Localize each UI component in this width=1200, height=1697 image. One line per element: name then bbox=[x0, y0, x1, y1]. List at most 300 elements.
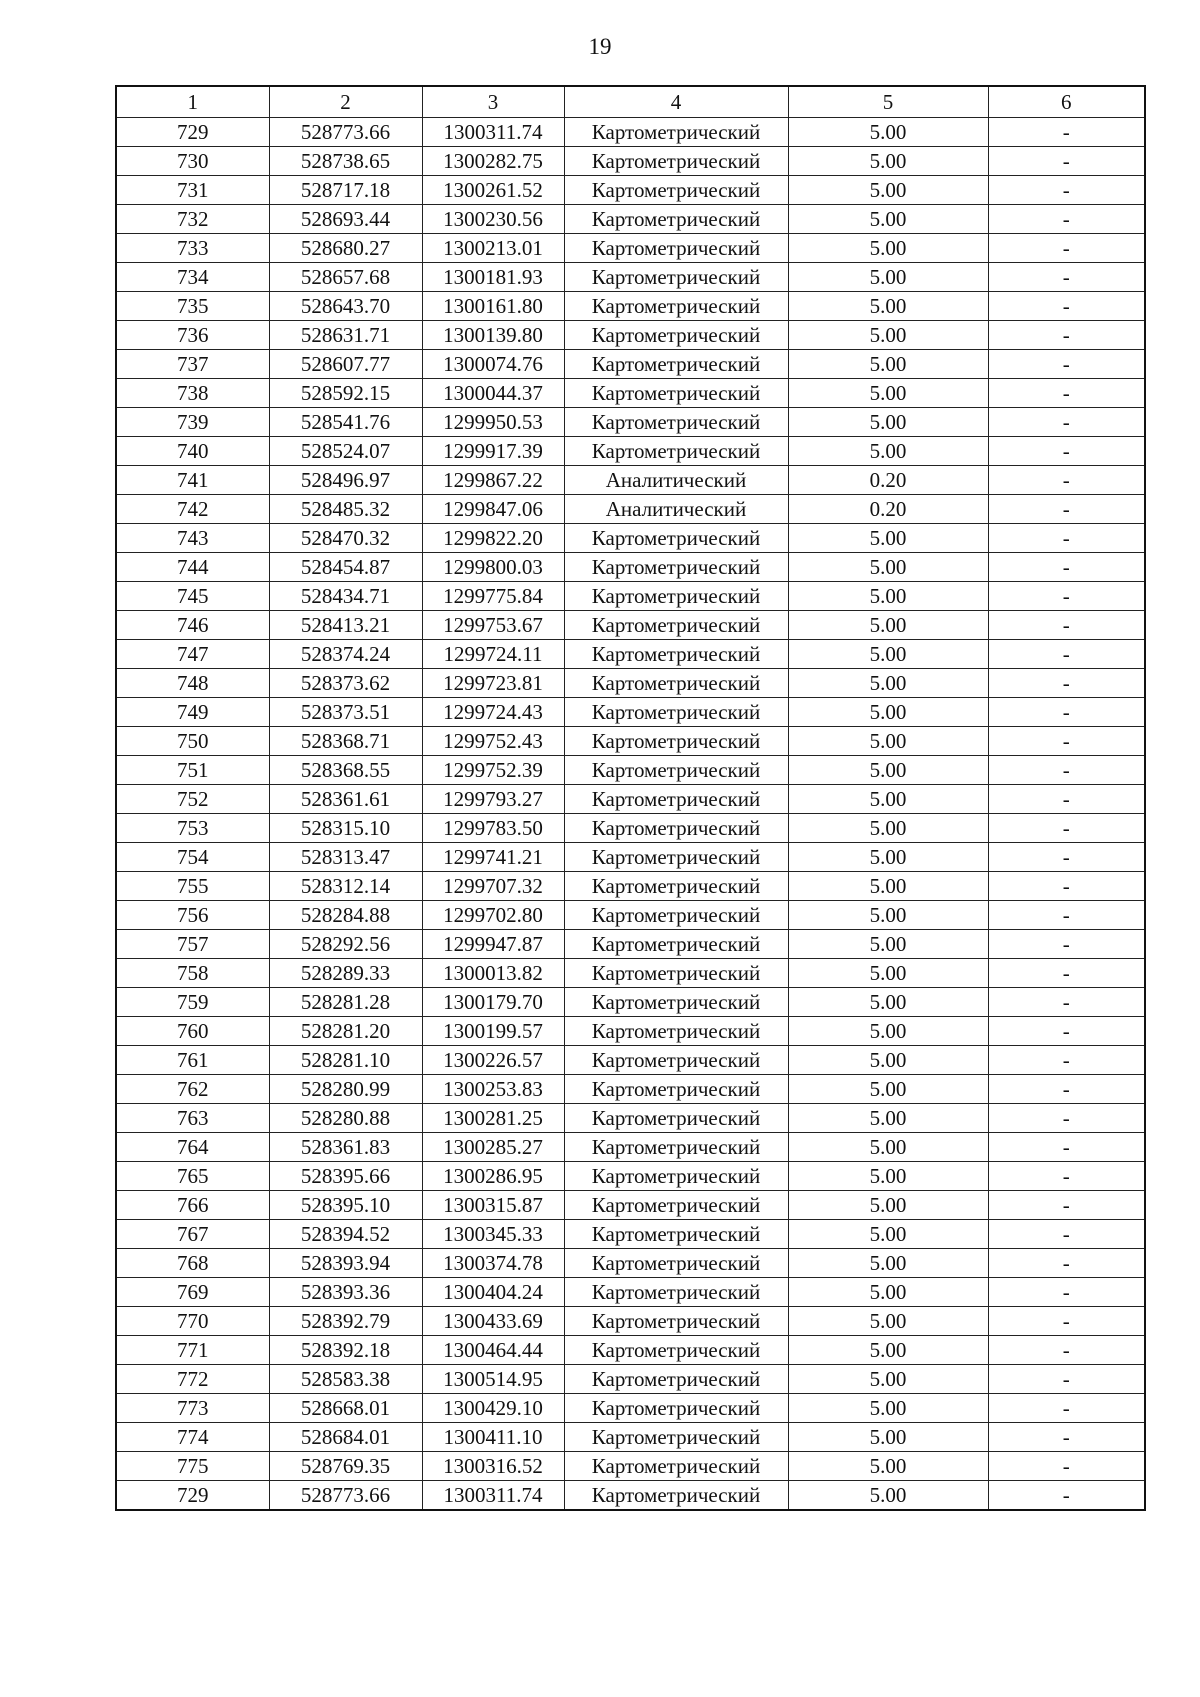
accuracy-cell: 5.00 bbox=[788, 379, 988, 408]
point-number-cell: 735 bbox=[116, 292, 269, 321]
column-header-6: 6 bbox=[988, 86, 1145, 118]
description-cell: - bbox=[988, 321, 1145, 350]
point-number-cell: 747 bbox=[116, 640, 269, 669]
point-number-cell: 770 bbox=[116, 1307, 269, 1336]
accuracy-cell: 0.20 bbox=[788, 495, 988, 524]
description-cell: - bbox=[988, 756, 1145, 785]
point-number-cell: 734 bbox=[116, 263, 269, 292]
y-coordinate-cell: 1299947.87 bbox=[422, 930, 564, 959]
point-number-cell: 750 bbox=[116, 727, 269, 756]
method-cell: Картометрический bbox=[564, 756, 788, 785]
x-coordinate-cell: 528312.14 bbox=[269, 872, 422, 901]
table-row bbox=[116, 698, 1145, 727]
accuracy-cell: 0.20 bbox=[788, 466, 988, 495]
description-cell: - bbox=[988, 1133, 1145, 1162]
method-cell: Картометрический bbox=[564, 1481, 788, 1511]
point-number-cell: 729 bbox=[116, 1481, 269, 1511]
table-row bbox=[116, 814, 1145, 843]
page-number: 19 bbox=[588, 34, 612, 59]
x-coordinate-cell: 528392.18 bbox=[269, 1336, 422, 1365]
accuracy-cell: 5.00 bbox=[788, 756, 988, 785]
point-number-cell: 742 bbox=[116, 495, 269, 524]
y-coordinate-cell: 1299783.50 bbox=[422, 814, 564, 843]
point-number-cell: 740 bbox=[116, 437, 269, 466]
accuracy-cell: 5.00 bbox=[788, 872, 988, 901]
table-row bbox=[116, 437, 1145, 466]
table-row bbox=[116, 1278, 1145, 1307]
y-coordinate-cell: 1300179.70 bbox=[422, 988, 564, 1017]
x-coordinate-cell: 528668.01 bbox=[269, 1394, 422, 1423]
description-cell: - bbox=[988, 495, 1145, 524]
method-cell: Картометрический bbox=[564, 640, 788, 669]
y-coordinate-cell: 1299707.32 bbox=[422, 872, 564, 901]
y-coordinate-cell: 1300074.76 bbox=[422, 350, 564, 379]
y-coordinate-cell: 1299822.20 bbox=[422, 524, 564, 553]
accuracy-cell: 5.00 bbox=[788, 176, 988, 205]
table-row bbox=[116, 872, 1145, 901]
x-coordinate-cell: 528470.32 bbox=[269, 524, 422, 553]
point-number-cell: 762 bbox=[116, 1075, 269, 1104]
column-header-3: 3 bbox=[422, 86, 564, 118]
x-coordinate-cell: 528773.66 bbox=[269, 118, 422, 147]
x-coordinate-cell: 528361.61 bbox=[269, 785, 422, 814]
description-cell: - bbox=[988, 1307, 1145, 1336]
accuracy-cell: 5.00 bbox=[788, 350, 988, 379]
x-coordinate-cell: 528684.01 bbox=[269, 1423, 422, 1452]
point-number-cell: 755 bbox=[116, 872, 269, 901]
accuracy-cell: 5.00 bbox=[788, 1133, 988, 1162]
point-number-cell: 763 bbox=[116, 1104, 269, 1133]
point-number-cell: 736 bbox=[116, 321, 269, 350]
table-row bbox=[116, 408, 1145, 437]
method-cell: Картометрический bbox=[564, 930, 788, 959]
description-cell: - bbox=[988, 1394, 1145, 1423]
x-coordinate-cell: 528485.32 bbox=[269, 495, 422, 524]
method-cell: Картометрический bbox=[564, 1017, 788, 1046]
method-cell: Картометрический bbox=[564, 669, 788, 698]
point-number-cell: 768 bbox=[116, 1249, 269, 1278]
table-row bbox=[116, 1249, 1145, 1278]
table-row bbox=[116, 234, 1145, 263]
method-cell: Картометрический bbox=[564, 988, 788, 1017]
table-row bbox=[116, 495, 1145, 524]
method-cell: Картометрический bbox=[564, 1307, 788, 1336]
x-coordinate-cell: 528717.18 bbox=[269, 176, 422, 205]
method-cell: Картометрический bbox=[564, 727, 788, 756]
description-cell: - bbox=[988, 582, 1145, 611]
x-coordinate-cell: 528289.33 bbox=[269, 959, 422, 988]
y-coordinate-cell: 1300282.75 bbox=[422, 147, 564, 176]
accuracy-cell: 5.00 bbox=[788, 698, 988, 727]
method-cell: Картометрический bbox=[564, 147, 788, 176]
method-cell: Картометрический bbox=[564, 785, 788, 814]
table-header-row bbox=[116, 86, 1145, 118]
y-coordinate-cell: 1300213.01 bbox=[422, 234, 564, 263]
x-coordinate-cell: 528413.21 bbox=[269, 611, 422, 640]
description-cell: - bbox=[988, 408, 1145, 437]
accuracy-cell: 5.00 bbox=[788, 1394, 988, 1423]
accuracy-cell: 5.00 bbox=[788, 1046, 988, 1075]
method-cell: Картометрический bbox=[564, 582, 788, 611]
description-cell: - bbox=[988, 1278, 1145, 1307]
x-coordinate-cell: 528693.44 bbox=[269, 205, 422, 234]
y-coordinate-cell: 1300411.10 bbox=[422, 1423, 564, 1452]
description-cell: - bbox=[988, 176, 1145, 205]
description-cell: - bbox=[988, 930, 1145, 959]
point-number-cell: 733 bbox=[116, 234, 269, 263]
table-row bbox=[116, 611, 1145, 640]
description-cell: - bbox=[988, 959, 1145, 988]
table-row bbox=[116, 785, 1145, 814]
table-row bbox=[116, 118, 1145, 147]
table-row bbox=[116, 553, 1145, 582]
description-cell: - bbox=[988, 553, 1145, 582]
description-cell: - bbox=[988, 118, 1145, 147]
x-coordinate-cell: 528280.99 bbox=[269, 1075, 422, 1104]
point-number-cell: 729 bbox=[116, 118, 269, 147]
point-number-cell: 769 bbox=[116, 1278, 269, 1307]
x-coordinate-cell: 528281.10 bbox=[269, 1046, 422, 1075]
x-coordinate-cell: 528313.47 bbox=[269, 843, 422, 872]
accuracy-cell: 5.00 bbox=[788, 118, 988, 147]
method-cell: Картометрический bbox=[564, 1423, 788, 1452]
x-coordinate-cell: 528607.77 bbox=[269, 350, 422, 379]
x-coordinate-cell: 528631.71 bbox=[269, 321, 422, 350]
accuracy-cell: 5.00 bbox=[788, 640, 988, 669]
point-number-cell: 764 bbox=[116, 1133, 269, 1162]
accuracy-cell: 5.00 bbox=[788, 437, 988, 466]
y-coordinate-cell: 1299775.84 bbox=[422, 582, 564, 611]
x-coordinate-cell: 528361.83 bbox=[269, 1133, 422, 1162]
x-coordinate-cell: 528284.88 bbox=[269, 901, 422, 930]
accuracy-cell: 5.00 bbox=[788, 785, 988, 814]
y-coordinate-cell: 1299724.43 bbox=[422, 698, 564, 727]
table-row bbox=[116, 582, 1145, 611]
description-cell: - bbox=[988, 1481, 1145, 1511]
table-row bbox=[116, 147, 1145, 176]
table-row bbox=[116, 1481, 1145, 1511]
accuracy-cell: 5.00 bbox=[788, 1162, 988, 1191]
y-coordinate-cell: 1299800.03 bbox=[422, 553, 564, 582]
table-row bbox=[116, 930, 1145, 959]
table-row bbox=[116, 205, 1145, 234]
method-cell: Картометрический bbox=[564, 553, 788, 582]
method-cell: Картометрический bbox=[564, 1133, 788, 1162]
accuracy-cell: 5.00 bbox=[788, 1278, 988, 1307]
method-cell: Картометрический bbox=[564, 408, 788, 437]
x-coordinate-cell: 528395.10 bbox=[269, 1191, 422, 1220]
table-row bbox=[116, 1423, 1145, 1452]
accuracy-cell: 5.00 bbox=[788, 1365, 988, 1394]
x-coordinate-cell: 528393.94 bbox=[269, 1249, 422, 1278]
accuracy-cell: 5.00 bbox=[788, 901, 988, 930]
x-coordinate-cell: 528281.20 bbox=[269, 1017, 422, 1046]
point-number-cell: 758 bbox=[116, 959, 269, 988]
column-header-5: 5 bbox=[788, 86, 988, 118]
method-cell: Картометрический bbox=[564, 1220, 788, 1249]
x-coordinate-cell: 528773.66 bbox=[269, 1481, 422, 1511]
x-coordinate-cell: 528657.68 bbox=[269, 263, 422, 292]
description-cell: - bbox=[988, 147, 1145, 176]
table-row bbox=[116, 321, 1145, 350]
x-coordinate-cell: 528524.07 bbox=[269, 437, 422, 466]
column-header-4: 4 bbox=[564, 86, 788, 118]
method-cell: Картометрический bbox=[564, 1191, 788, 1220]
y-coordinate-cell: 1300286.95 bbox=[422, 1162, 564, 1191]
y-coordinate-cell: 1300433.69 bbox=[422, 1307, 564, 1336]
y-coordinate-cell: 1299950.53 bbox=[422, 408, 564, 437]
point-number-cell: 775 bbox=[116, 1452, 269, 1481]
accuracy-cell: 5.00 bbox=[788, 1191, 988, 1220]
y-coordinate-cell: 1300315.87 bbox=[422, 1191, 564, 1220]
table-row bbox=[116, 1162, 1145, 1191]
method-cell: Картометрический bbox=[564, 872, 788, 901]
point-number-cell: 772 bbox=[116, 1365, 269, 1394]
description-cell: - bbox=[988, 814, 1145, 843]
accuracy-cell: 5.00 bbox=[788, 292, 988, 321]
x-coordinate-cell: 528373.51 bbox=[269, 698, 422, 727]
point-number-cell: 741 bbox=[116, 466, 269, 495]
y-coordinate-cell: 1300464.44 bbox=[422, 1336, 564, 1365]
method-cell: Картометрический bbox=[564, 698, 788, 727]
method-cell: Картометрический bbox=[564, 1278, 788, 1307]
table-row bbox=[116, 1220, 1145, 1249]
y-coordinate-cell: 1300199.57 bbox=[422, 1017, 564, 1046]
y-coordinate-cell: 1300226.57 bbox=[422, 1046, 564, 1075]
point-number-cell: 730 bbox=[116, 147, 269, 176]
point-number-cell: 761 bbox=[116, 1046, 269, 1075]
method-cell: Аналитический bbox=[564, 466, 788, 495]
y-coordinate-cell: 1300230.56 bbox=[422, 205, 564, 234]
y-coordinate-cell: 1299741.21 bbox=[422, 843, 564, 872]
description-cell: - bbox=[988, 1249, 1145, 1278]
y-coordinate-cell: 1299724.11 bbox=[422, 640, 564, 669]
table-row bbox=[116, 292, 1145, 321]
description-cell: - bbox=[988, 785, 1145, 814]
description-cell: - bbox=[988, 901, 1145, 930]
accuracy-cell: 5.00 bbox=[788, 988, 988, 1017]
y-coordinate-cell: 1300404.24 bbox=[422, 1278, 564, 1307]
accuracy-cell: 5.00 bbox=[788, 1249, 988, 1278]
description-cell: - bbox=[988, 1046, 1145, 1075]
accuracy-cell: 5.00 bbox=[788, 1017, 988, 1046]
table-row bbox=[116, 959, 1145, 988]
y-coordinate-cell: 1300281.25 bbox=[422, 1104, 564, 1133]
table-row bbox=[116, 727, 1145, 756]
point-number-cell: 751 bbox=[116, 756, 269, 785]
accuracy-cell: 5.00 bbox=[788, 234, 988, 263]
point-number-cell: 753 bbox=[116, 814, 269, 843]
point-number-cell: 754 bbox=[116, 843, 269, 872]
table-row bbox=[116, 350, 1145, 379]
method-cell: Аналитический bbox=[564, 495, 788, 524]
accuracy-cell: 5.00 bbox=[788, 1307, 988, 1336]
table-row bbox=[116, 1191, 1145, 1220]
method-cell: Картометрический bbox=[564, 292, 788, 321]
method-cell: Картометрический bbox=[564, 1249, 788, 1278]
point-number-cell: 739 bbox=[116, 408, 269, 437]
method-cell: Картометрический bbox=[564, 1104, 788, 1133]
method-cell: Картометрический bbox=[564, 205, 788, 234]
description-cell: - bbox=[988, 1191, 1145, 1220]
method-cell: Картометрический bbox=[564, 843, 788, 872]
description-cell: - bbox=[988, 669, 1145, 698]
description-cell: - bbox=[988, 872, 1145, 901]
description-cell: - bbox=[988, 1336, 1145, 1365]
y-coordinate-cell: 1300161.80 bbox=[422, 292, 564, 321]
point-number-cell: 767 bbox=[116, 1220, 269, 1249]
point-number-cell: 771 bbox=[116, 1336, 269, 1365]
x-coordinate-cell: 528394.52 bbox=[269, 1220, 422, 1249]
point-number-cell: 737 bbox=[116, 350, 269, 379]
point-number-cell: 743 bbox=[116, 524, 269, 553]
point-number-cell: 773 bbox=[116, 1394, 269, 1423]
point-number-cell: 746 bbox=[116, 611, 269, 640]
accuracy-cell: 5.00 bbox=[788, 1336, 988, 1365]
table-row bbox=[116, 1365, 1145, 1394]
x-coordinate-cell: 528392.79 bbox=[269, 1307, 422, 1336]
point-number-cell: 745 bbox=[116, 582, 269, 611]
table-row bbox=[116, 669, 1145, 698]
table-row bbox=[116, 1307, 1145, 1336]
accuracy-cell: 5.00 bbox=[788, 147, 988, 176]
accuracy-cell: 5.00 bbox=[788, 611, 988, 640]
method-cell: Картометрический bbox=[564, 1046, 788, 1075]
x-coordinate-cell: 528315.10 bbox=[269, 814, 422, 843]
method-cell: Картометрический bbox=[564, 350, 788, 379]
table-row bbox=[116, 1046, 1145, 1075]
description-cell: - bbox=[988, 350, 1145, 379]
y-coordinate-cell: 1300013.82 bbox=[422, 959, 564, 988]
y-coordinate-cell: 1299793.27 bbox=[422, 785, 564, 814]
description-cell: - bbox=[988, 466, 1145, 495]
y-coordinate-cell: 1300311.74 bbox=[422, 1481, 564, 1511]
x-coordinate-cell: 528583.38 bbox=[269, 1365, 422, 1394]
column-header-1: 1 bbox=[116, 86, 269, 118]
x-coordinate-cell: 528368.71 bbox=[269, 727, 422, 756]
description-cell: - bbox=[988, 640, 1145, 669]
method-cell: Картометрический bbox=[564, 176, 788, 205]
y-coordinate-cell: 1299752.39 bbox=[422, 756, 564, 785]
table-row bbox=[116, 379, 1145, 408]
method-cell: Картометрический bbox=[564, 959, 788, 988]
accuracy-cell: 5.00 bbox=[788, 1075, 988, 1104]
table-row bbox=[116, 988, 1145, 1017]
y-coordinate-cell: 1299847.06 bbox=[422, 495, 564, 524]
point-number-cell: 756 bbox=[116, 901, 269, 930]
description-cell: - bbox=[988, 234, 1145, 263]
point-number-cell: 731 bbox=[116, 176, 269, 205]
x-coordinate-cell: 528281.28 bbox=[269, 988, 422, 1017]
table-row bbox=[116, 901, 1145, 930]
method-cell: Картометрический bbox=[564, 1075, 788, 1104]
method-cell: Картометрический bbox=[564, 234, 788, 263]
table-row bbox=[116, 1336, 1145, 1365]
table-row bbox=[116, 843, 1145, 872]
accuracy-cell: 5.00 bbox=[788, 1452, 988, 1481]
point-number-cell: 765 bbox=[116, 1162, 269, 1191]
y-coordinate-cell: 1300044.37 bbox=[422, 379, 564, 408]
method-cell: Картометрический bbox=[564, 901, 788, 930]
description-cell: - bbox=[988, 263, 1145, 292]
accuracy-cell: 5.00 bbox=[788, 930, 988, 959]
point-number-cell: 749 bbox=[116, 698, 269, 727]
description-cell: - bbox=[988, 1075, 1145, 1104]
table-row bbox=[116, 1104, 1145, 1133]
x-coordinate-cell: 528769.35 bbox=[269, 1452, 422, 1481]
column-header-2: 2 bbox=[269, 86, 422, 118]
point-number-cell: 732 bbox=[116, 205, 269, 234]
method-cell: Картометрический bbox=[564, 814, 788, 843]
accuracy-cell: 5.00 bbox=[788, 1481, 988, 1511]
method-cell: Картометрический bbox=[564, 437, 788, 466]
table-body bbox=[116, 118, 1145, 1511]
description-cell: - bbox=[988, 1017, 1145, 1046]
table-row bbox=[116, 1133, 1145, 1162]
table-row bbox=[116, 466, 1145, 495]
accuracy-cell: 5.00 bbox=[788, 321, 988, 350]
y-coordinate-cell: 1300374.78 bbox=[422, 1249, 564, 1278]
x-coordinate-cell: 528680.27 bbox=[269, 234, 422, 263]
x-coordinate-cell: 528393.36 bbox=[269, 1278, 422, 1307]
accuracy-cell: 5.00 bbox=[788, 524, 988, 553]
y-coordinate-cell: 1300285.27 bbox=[422, 1133, 564, 1162]
description-cell: - bbox=[988, 988, 1145, 1017]
description-cell: - bbox=[988, 437, 1145, 466]
method-cell: Картометрический bbox=[564, 1365, 788, 1394]
accuracy-cell: 5.00 bbox=[788, 814, 988, 843]
accuracy-cell: 5.00 bbox=[788, 1104, 988, 1133]
method-cell: Картометрический bbox=[564, 1452, 788, 1481]
table-row bbox=[116, 176, 1145, 205]
description-cell: - bbox=[988, 611, 1145, 640]
y-coordinate-cell: 1299753.67 bbox=[422, 611, 564, 640]
x-coordinate-cell: 528395.66 bbox=[269, 1162, 422, 1191]
y-coordinate-cell: 1300139.80 bbox=[422, 321, 564, 350]
x-coordinate-cell: 528496.97 bbox=[269, 466, 422, 495]
x-coordinate-cell: 528454.87 bbox=[269, 553, 422, 582]
x-coordinate-cell: 528643.70 bbox=[269, 292, 422, 321]
method-cell: Картометрический bbox=[564, 1336, 788, 1365]
point-number-cell: 748 bbox=[116, 669, 269, 698]
x-coordinate-cell: 528541.76 bbox=[269, 408, 422, 437]
x-coordinate-cell: 528368.55 bbox=[269, 756, 422, 785]
table-row bbox=[116, 640, 1145, 669]
x-coordinate-cell: 528280.88 bbox=[269, 1104, 422, 1133]
accuracy-cell: 5.00 bbox=[788, 1423, 988, 1452]
method-cell: Картометрический bbox=[564, 1162, 788, 1191]
accuracy-cell: 5.00 bbox=[788, 1220, 988, 1249]
y-coordinate-cell: 1300429.10 bbox=[422, 1394, 564, 1423]
x-coordinate-cell: 528374.24 bbox=[269, 640, 422, 669]
y-coordinate-cell: 1300261.52 bbox=[422, 176, 564, 205]
accuracy-cell: 5.00 bbox=[788, 727, 988, 756]
y-coordinate-cell: 1299917.39 bbox=[422, 437, 564, 466]
y-coordinate-cell: 1300316.52 bbox=[422, 1452, 564, 1481]
method-cell: Картометрический bbox=[564, 321, 788, 350]
accuracy-cell: 5.00 bbox=[788, 553, 988, 582]
description-cell: - bbox=[988, 727, 1145, 756]
description-cell: - bbox=[988, 379, 1145, 408]
description-cell: - bbox=[988, 524, 1145, 553]
x-coordinate-cell: 528592.15 bbox=[269, 379, 422, 408]
description-cell: - bbox=[988, 1365, 1145, 1394]
method-cell: Картометрический bbox=[564, 263, 788, 292]
point-number-cell: 744 bbox=[116, 553, 269, 582]
x-coordinate-cell: 528292.56 bbox=[269, 930, 422, 959]
x-coordinate-cell: 528434.71 bbox=[269, 582, 422, 611]
accuracy-cell: 5.00 bbox=[788, 582, 988, 611]
